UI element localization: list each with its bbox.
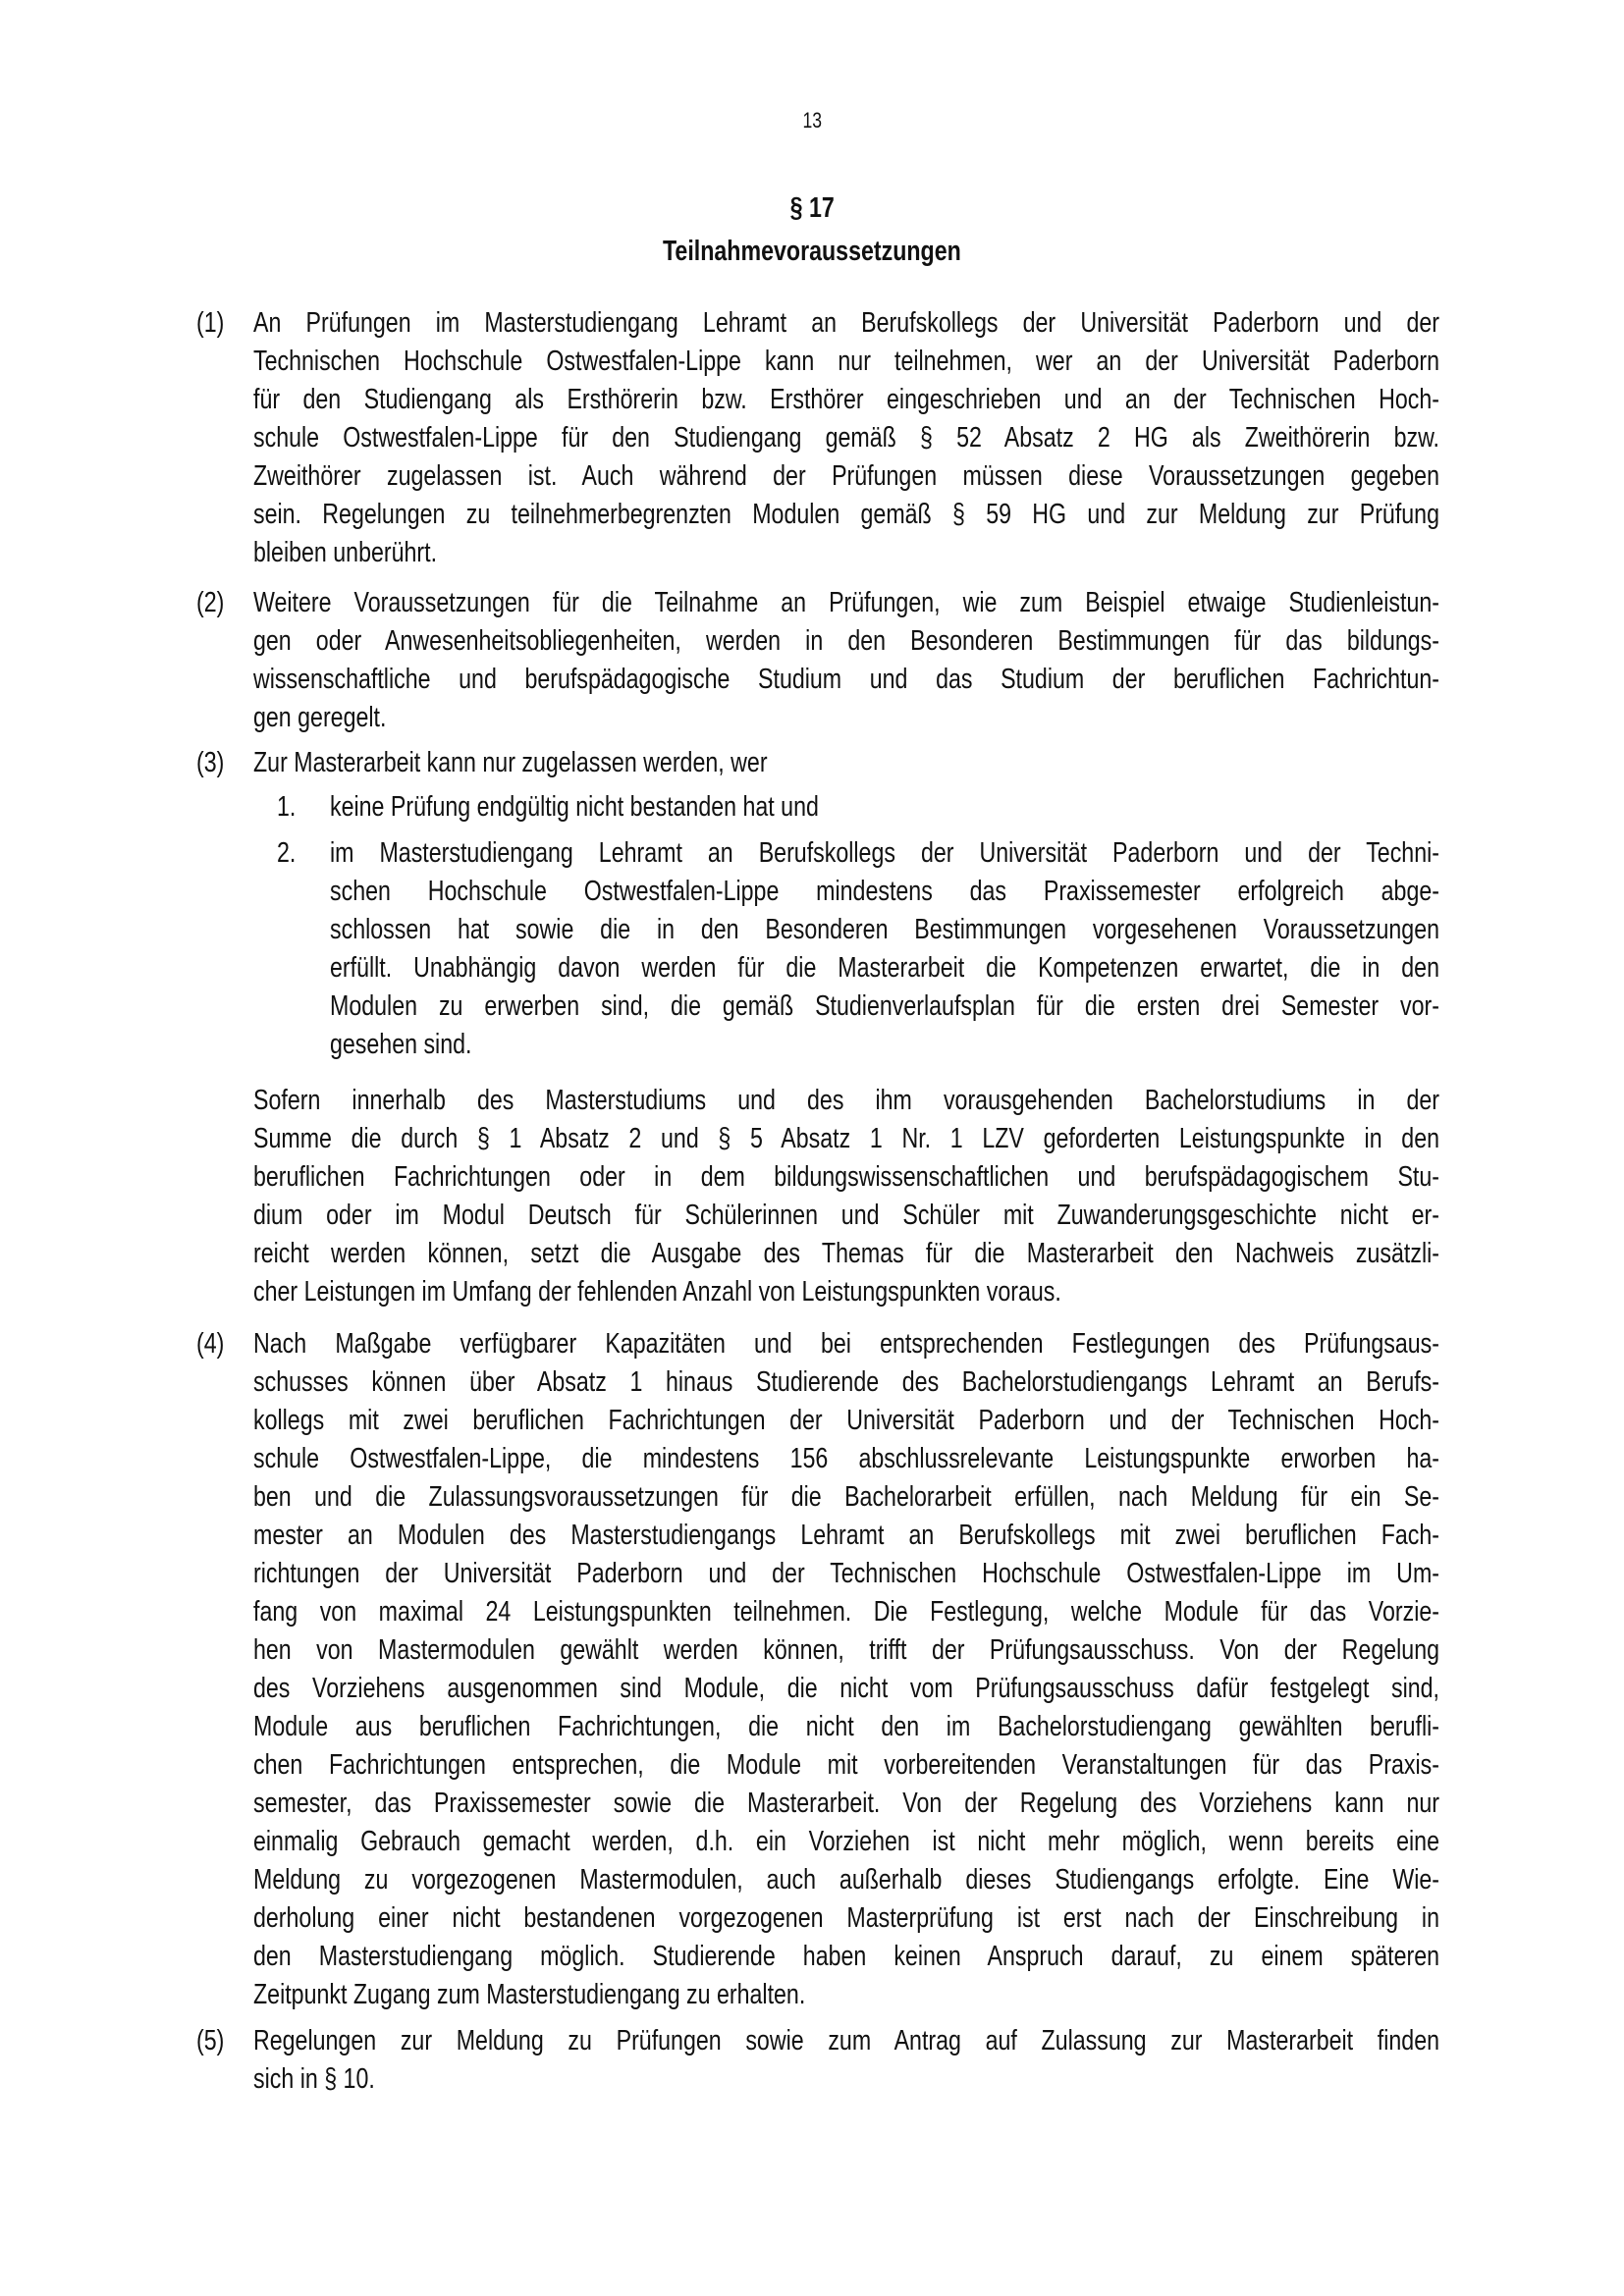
- text-line: wissenschaftliche und berufspädagogische Studium und das Studium der beruflichen Fachrichtun-: [253, 664, 1439, 695]
- paragraph-number: [196, 2022, 231, 2060]
- section-number: § 17: [789, 192, 835, 224]
- paragraph-number: [277, 834, 300, 873]
- text-line: erfüllt. Unabhängig davon werden für die Masterarbeit die Kompetenzen erwartet, die in den: [330, 952, 1439, 984]
- text-line: schule Ostwestfalen-Lippe, die mindestens 156 abschlussrelevante Leistungspunkte erworben ha-: [253, 1443, 1439, 1474]
- text-line: Nach Maßgabe verfügbarer Kapazitäten und bei entsprechenden Festlegungen des Prüfungsaus-: [253, 1328, 1439, 1360]
- paragraph-number: [196, 1325, 231, 1363]
- text-line: gen oder Anwesenheitsobliegenheiten, werden in den Besonderen Bestimmungen für das bildungs-: [253, 625, 1439, 657]
- text-line: ben und die Zulassungsvoraussetzungen für die Bachelorarbeit erfüllen, nach Meldung für ein Se-: [253, 1481, 1439, 1513]
- text-line: Module aus beruflichen Fachrichtungen, die nicht den im Bachelorstudiengang gewählten berufli-: [253, 1711, 1439, 1742]
- text-line: gesehen sind.: [330, 1029, 472, 1060]
- paragraph-text: [253, 304, 1624, 572]
- text-line: fang von maximal 24 Leistungspunkten teilnehmen. Die Festlegung, welche Module für das Vorzie-: [253, 1596, 1439, 1628]
- paragraph-number: [196, 584, 231, 622]
- text-line: beruflichen Fachrichtungen oder in dem bildungswissenschaftlichen und berufspädagogischem Stu-: [253, 1161, 1439, 1193]
- text-line: richtungen der Universität Paderborn und der Technischen Hochschule Ostwestfalen-Lippe im Um-: [253, 1558, 1439, 1589]
- paragraph-text: [253, 2022, 1624, 2099]
- paragraph-text: [330, 834, 1624, 1064]
- text-line: Summe die durch § 1 Absatz 2 und § 5 Absatz 1 Nr. 1 LZV geforderten Leistungspunkte in den: [253, 1123, 1439, 1154]
- paragraph-number-text: (2): [196, 587, 225, 618]
- section-title: Teilnahmevoraussetzungen: [663, 236, 961, 267]
- paragraph-number: [277, 788, 300, 827]
- text-line: den Masterstudiengang möglich. Studierende haben keinen Anspruch darauf, zu einem späteren: [253, 1941, 1439, 1972]
- paragraph-text: [253, 1082, 1624, 1311]
- paragraph-number-text: (1): [196, 307, 225, 339]
- text-line: gen geregelt.: [253, 702, 387, 733]
- text-line: Zur Masterarbeit kann nur zugelassen werden, wer: [253, 747, 768, 778]
- paragraph-text: [253, 744, 1624, 782]
- text-line: semester, das Praxissemester sowie die Masterarbeit. Von der Regelung des Vorziehens kann nur: [253, 1788, 1439, 1819]
- text-line: sich in § 10.: [253, 2063, 375, 2095]
- text-line: schen Hochschule Ostwestfalen-Lippe mindestens das Praxissemester erfolgreich abge-: [330, 876, 1439, 907]
- text-line: Sofern innerhalb des Masterstudiums und des ihm vorausgehenden Bachelorstudiums in der: [253, 1085, 1439, 1116]
- paragraph-number: [196, 744, 231, 782]
- text-line: sein. Regelungen zu teilnehmerbegrenzten Modulen gemäß § 59 HG und zur Meldung zur Prüfung: [253, 499, 1439, 530]
- text-line: im Masterstudiengang Lehramt an Berufskollegs der Universität Paderborn und der Techni-: [330, 837, 1439, 869]
- text-line: Regelungen zur Meldung zu Prüfungen sowie zum Antrag auf Zulassung zur Masterarbeit finden: [253, 2025, 1439, 2056]
- text-line: Meldung zu vorgezogenen Mastermodulen, auch außerhalb dieses Studiengangs erfolgte. Eine Wie-: [253, 1864, 1439, 1896]
- text-line: cher Leistungen im Umfang der fehlenden Anzahl von Leistungspunkten voraus.: [253, 1276, 1061, 1308]
- paragraph-number-text: 2.: [277, 837, 297, 869]
- text-line: Zeitpunkt Zugang zum Masterstudiengang zu erhalten.: [253, 1979, 806, 2010]
- text-line: für den Studiengang als Ersthörerin bzw. Ersthörer eingeschrieben und an der Technischen Hoch-: [253, 384, 1439, 415]
- paragraph-number-text: (4): [196, 1328, 225, 1360]
- text-line: mester an Modulen des Masterstudiengangs Lehramt an Berufskollegs mit zwei beruflichen Fach-: [253, 1520, 1439, 1551]
- paragraph-text: [253, 1325, 1624, 2014]
- page-number: 13: [802, 108, 822, 133]
- text-line: Zweithörer zugelassen ist. Auch während der Prüfungen müssen diese Voraussetzungen gegeben: [253, 460, 1439, 492]
- text-line: derholung einer nicht bestandenen vorgezogenen Masterprüfung ist erst nach der Einschreibung in: [253, 1902, 1439, 1934]
- text-line: chen Fachrichtungen entsprechen, die Module mit vorbereitenden Veranstaltungen für das Praxis-: [253, 1749, 1439, 1781]
- paragraph-number: [196, 304, 231, 343]
- text-line: An Prüfungen im Masterstudiengang Lehramt an Berufskollegs der Universität Paderborn und der: [253, 307, 1439, 339]
- text-line: Weitere Voraussetzungen für die Teilnahme an Prüfungen, wie zum Beispiel etwaige Studienleistun-: [253, 587, 1439, 618]
- text-line: schule Ostwestfalen-Lippe für den Studiengang gemäß § 52 Absatz 2 HG als Zweithörerin bzw.: [253, 422, 1439, 454]
- paragraph-text: [330, 788, 1624, 827]
- text-line: schusses können über Absatz 1 hinaus Studierende des Bachelorstudiengangs Lehramt an Berufs-: [253, 1366, 1439, 1398]
- paragraph-number-text: (5): [196, 2025, 225, 2056]
- text-line: kollegs mit zwei beruflichen Fachrichtungen der Universität Paderborn und der Technischen Hoch-: [253, 1405, 1439, 1436]
- paragraph-text: [253, 584, 1624, 737]
- text-line: bleiben unberührt.: [253, 537, 438, 568]
- text-line: keine Prüfung endgültig nicht bestanden hat und: [330, 791, 819, 823]
- text-line: des Vorziehens ausgenommen sind Module, die nicht vom Prüfungsausschuss dafür festgelegt sind,: [253, 1673, 1439, 1704]
- text-line: hen von Mastermodulen gewählt werden können, trifft der Prüfungsausschuss. Von der Regelung: [253, 1634, 1439, 1666]
- paragraph-number-text: (3): [196, 747, 225, 778]
- text-line: Technischen Hochschule Ostwestfalen-Lippe kann nur teilnehmen, wer an der Universität Paderborn: [253, 346, 1439, 377]
- paragraph-number-text: 1.: [277, 791, 297, 823]
- text-line: Modulen zu erwerben sind, die gemäß Studienverlaufsplan für die ersten drei Semester vor-: [330, 990, 1439, 1022]
- text-line: schlossen hat sowie die in den Besonderen Bestimmungen vorgesehenen Voraussetzungen: [330, 914, 1439, 945]
- text-line: reicht werden können, setzt die Ausgabe des Themas für die Masterarbeit den Nachweis zusätzli-: [253, 1238, 1439, 1269]
- text-line: einmalig Gebrauch gemacht werden, d.h. ein Vorziehen ist nicht mehr möglich, wenn bereits eine: [253, 1826, 1439, 1857]
- text-line: dium oder im Modul Deutsch für Schülerinnen und Schüler mit Zuwanderungsgeschichte nicht er-: [253, 1200, 1439, 1231]
